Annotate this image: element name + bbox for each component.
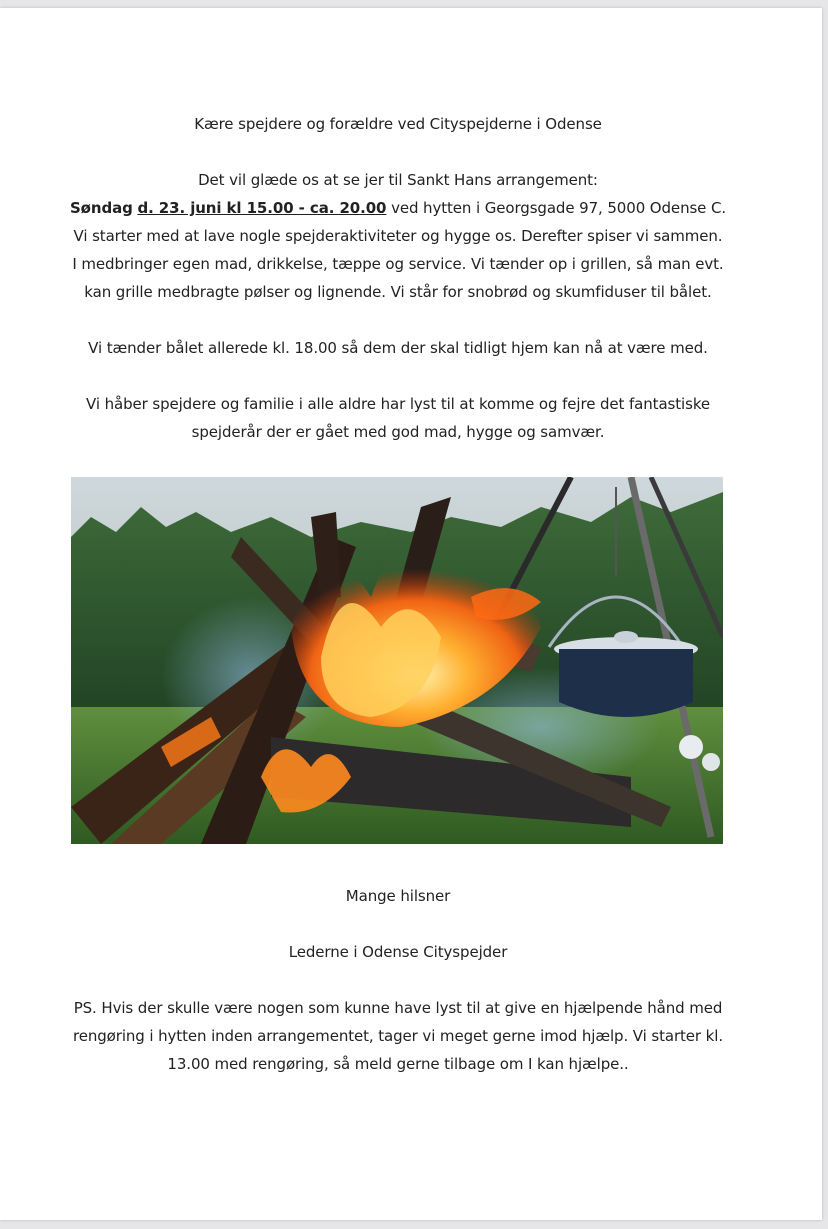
ps-line: 13.00 med rengøring, så meld gerne tilbage om I kan hjælpe.. bbox=[167, 1055, 629, 1073]
signature: Lederne i Odense Cityspejder bbox=[288, 943, 508, 961]
ps-line: PS. Hvis der skulle være nogen som kunne have lyst til at give en hjælpende hånd med bbox=[73, 999, 723, 1017]
bonfire-photo bbox=[71, 477, 723, 844]
hope-line: spejderår der er gået med god mad, hygge og samvær. bbox=[191, 423, 605, 441]
hope-line: Vi håber spejdere og familie i alle aldre har lyst til at komme og fejre det fantastiske bbox=[86, 395, 710, 413]
fire-note: Vi tænder bålet allerede kl. 18.00 så dem der skal tidligt hjem kan nå at være med. bbox=[88, 339, 708, 357]
body-line: I medbringer egen mad, drikkelse, tæppe og service. Vi tænder op i grillen, så man evt. bbox=[72, 255, 724, 273]
body-line: Vi starter med at lave nogle spejderaktiviteter og hygge os. Derefter spiser vi sammen. bbox=[73, 227, 723, 245]
letter-page bbox=[0, 8, 822, 1220]
event-date-line bbox=[0, 194, 796, 222]
greeting: Kære spejdere og forældre ved Cityspejderne i Odense bbox=[194, 115, 602, 133]
event-day: Søndag bbox=[69, 199, 133, 217]
regards: Mange hilsner bbox=[345, 887, 451, 905]
intro-line: Det vil glæde os at se jer til Sankt Hans arrangement: bbox=[198, 171, 598, 189]
event-location: ved hytten i Georgsgade 97, 5000 Odense C. bbox=[391, 199, 727, 217]
event-date-time: d. 23. juni kl 15.00 - ca. 20.00 bbox=[137, 199, 387, 217]
ps-line: rengøring i hytten inden arrangementet, tager vi meget gerne imod hjælp. Vi starter kl. bbox=[72, 1027, 723, 1045]
body-line: kan grille medbragte pølser og lignende. Vi står for snobrød og skumfiduser til bålet. bbox=[84, 283, 712, 301]
